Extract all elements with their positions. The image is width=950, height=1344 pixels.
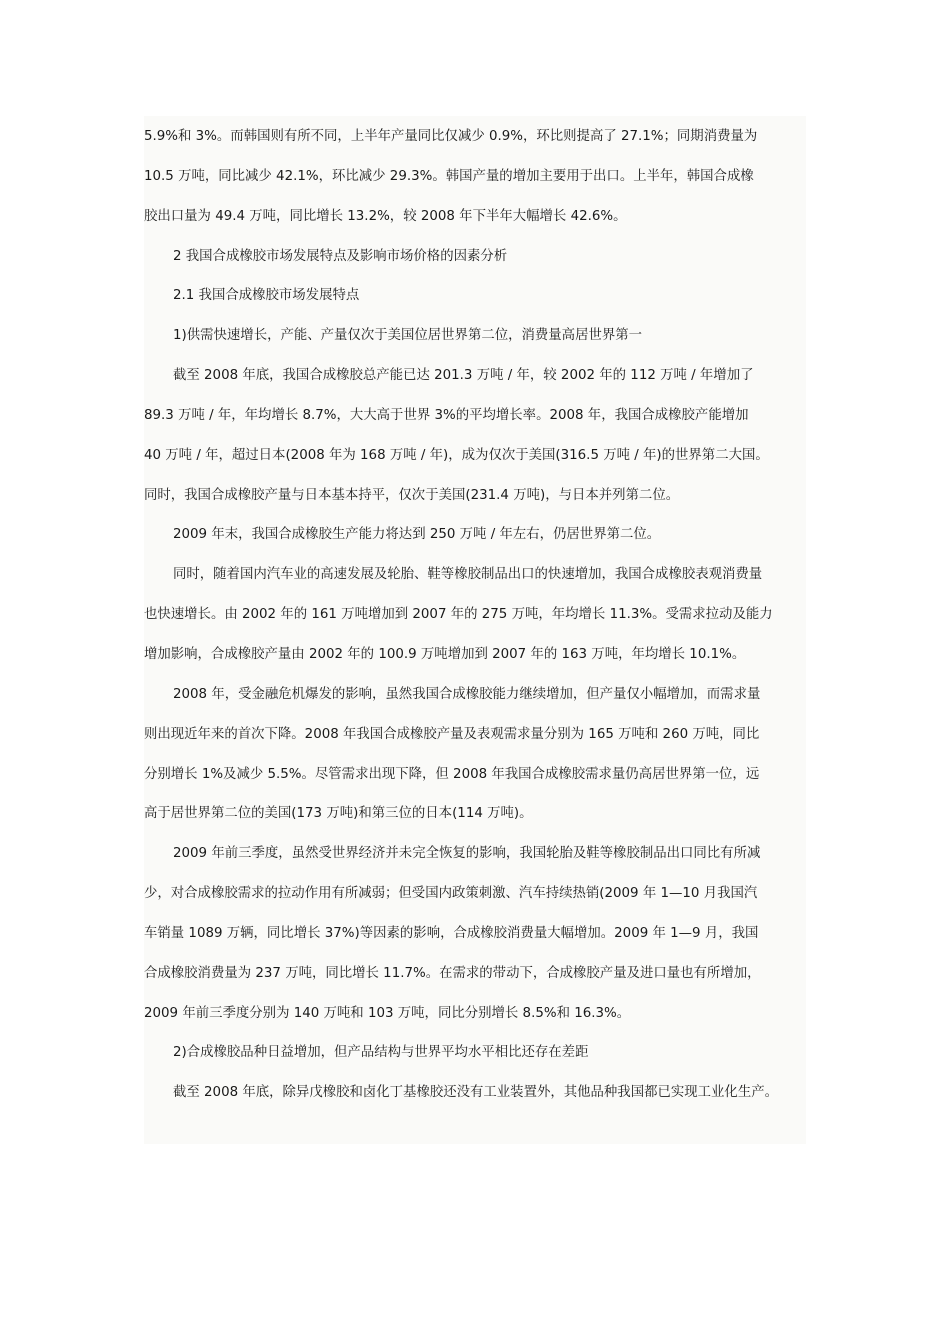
paragraph-first-line: 截至 2008 年底，我国合成橡胶总产能已达 201.3 万吨 / 年，较 2002 年的 112 万吨 / 年增加了 xyxy=(173,368,754,384)
paragraph-first-line: 同时，随着国内汽车业的高速发展及轮胎、鞋等橡胶制品出口的快速增加，我国合成橡胶表观消费量 xyxy=(173,567,763,583)
paragraph-line: 40 万吨 / 年，超过日本(2008 年为 168 万吨 / 年)，成为仅次于美国(316.5 万吨 / 年)的世界第二大国。 xyxy=(144,447,769,463)
paragraph-line: 则出现近年来的首次下降。2008 年我国合成橡胶产量及表观需求量分别为 165 万吨和 260 万吨，同比 xyxy=(144,726,760,742)
paragraph-first-line: 2009 年末，我国合成橡胶生产能力将达到 250 万吨 / 年左右，仍居世界第二位。 xyxy=(173,527,661,543)
paragraph-line: 增加影响，合成橡胶产量由 2002 年的 100.9 万吨增加到 2007 年的 163 万吨，年均增长 10.1%。 xyxy=(144,646,746,662)
paragraph-line: 分别增长 1%及减少 5.5%。尽管需求出现下降，但 2008 年我国合成橡胶需求量仍高居世界第一位，远 xyxy=(144,766,760,782)
paragraph-first-line: 2)合成橡胶品种日益增加，但产品结构与世界平均水平相比还存在差距 xyxy=(173,1045,589,1061)
paragraph-line: 10.5 万吨，同比减少 42.1%，环比减少 29.3%。韩国产量的增加主要用于出口。上半年，韩国合成橡 xyxy=(144,168,754,184)
paragraph-first-line: 2009 年前三季度，虽然受世界经济并未完全恢复的影响，我国轮胎及鞋等橡胶制品出口同比有所减 xyxy=(173,846,761,862)
paragraph-line: 89.3 万吨 / 年，年均增长 8.7%，大大高于世界 3%的平均增长率。2008 年，我国合成橡胶产能增加 xyxy=(144,407,749,423)
paragraph-first-line: 1)供需快速增长，产能、产量仅次于美国位居世界第二位，消费量高居世界第一 xyxy=(173,328,643,344)
paragraph-first-line: 2 我国合成橡胶市场发展特点及影响市场价格的因素分析 xyxy=(173,248,508,264)
paragraph-first-line: 2.1 我国合成橡胶市场发展特点 xyxy=(173,288,360,304)
document-body xyxy=(144,117,820,1113)
paragraph-first-line: 2008 年，受金融危机爆发的影响，虽然我国合成橡胶能力继续增加，但产量仅小幅增加，而需求量 xyxy=(173,686,761,702)
paragraph-line: 2009 年前三季度分别为 140 万吨和 103 万吨，同比分别增长 8.5%和 16.3%。 xyxy=(144,1005,631,1021)
paragraph-line: 同时，我国合成橡胶产量与日本基本持平，仅次于美国(231.4 万吨)，与日本并列第二位。 xyxy=(144,487,680,503)
paragraph-line: 胶出口量为 49.4 万吨，同比增长 13.2%，较 2008 年下半年大幅增长 42.6%。 xyxy=(144,208,627,224)
paragraph-line: 少，对合成橡胶需求的拉动作用有所减弱；但受国内政策刺激、汽车持续热销(2009 年 1—10 月我国汽 xyxy=(144,886,758,902)
paragraph-first-line: 截至 2008 年底，除异戊橡胶和卤化丁基橡胶还没有工业装置外，其他品种我国都已实现工业化生产。 xyxy=(173,1085,778,1101)
paragraph-line: 高于居世界第二位的美国(173 万吨)和第三位的日本(114 万吨)。 xyxy=(144,806,533,822)
paragraph-line: 也快速增长。由 2002 年的 161 万吨增加到 2007 年的 275 万吨，年均增长 11.3%。受需求拉动及能力 xyxy=(144,607,773,623)
paragraph-line: 合成橡胶消费量为 237 万吨，同比增长 11.7%。在需求的带动下，合成橡胶产量及进口量也有所增加， xyxy=(144,965,761,981)
paragraph-line: 车销量 1089 万辆，同比增长 37%)等因素的影响，合成橡胶消费量大幅增加。2009 年 1—9 月，我国 xyxy=(144,925,759,941)
paragraph-line: 5.9%和 3%。而韩国则有所不同，上半年产量同比仅减少 0.9%，环比则提高了 27.1%；同期消费量为 xyxy=(144,129,758,144)
